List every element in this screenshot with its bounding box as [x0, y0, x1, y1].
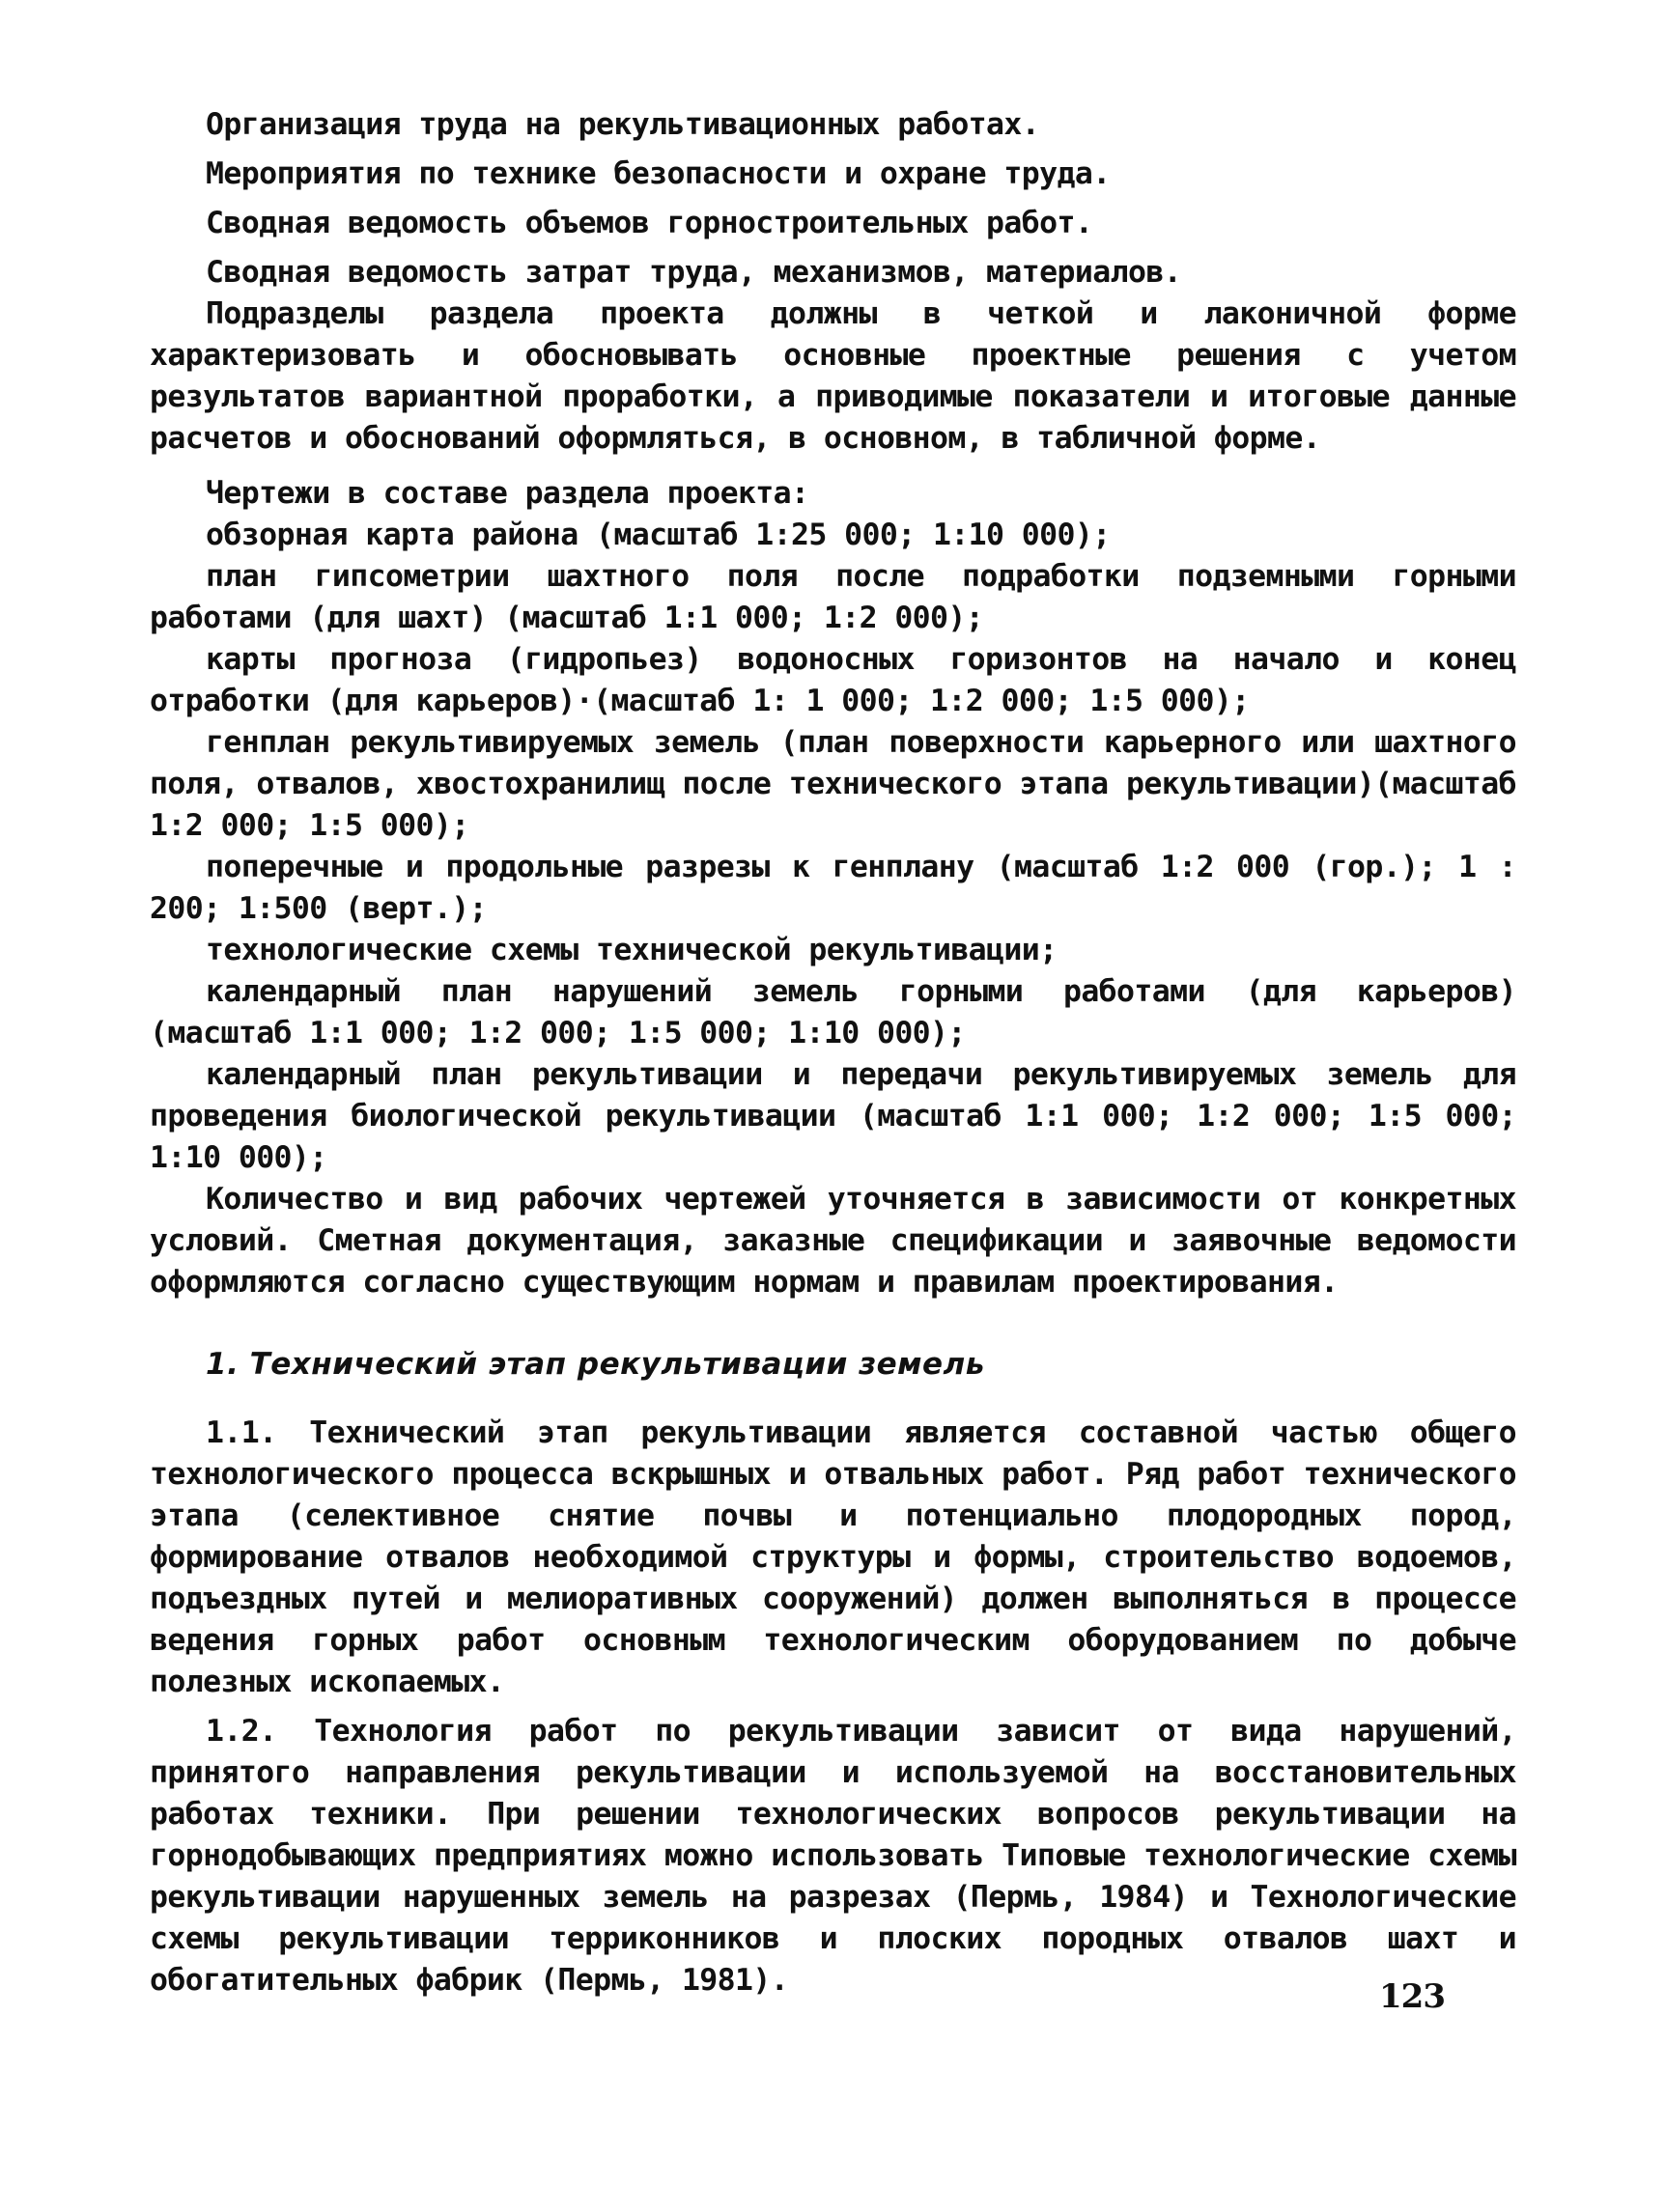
working-drawings-paragraph: Количество и вид рабочих чертежей уточняется в зависимости от конкретных условий. Сметная документация, заказные спецификации и заявочные ведомости оформляются согласно существующим нормам и правилам проектирования. — [150, 1182, 1516, 1300]
drawing-item-reclamation-schedule: календарный план рекультивации и передачи рекультивируемых земель для проведения биологической рекультивации (масштаб 1:1 000; 1:2 000; 1:5 000; 1:10 000); — [150, 1057, 1516, 1175]
subsections-paragraph: Подразделы раздела проекта должны в четкой и лаконичной форме характеризовать и обосновывать основные проектные решения с учетом результатов вариантной проработки, а приводимые показатели и итоговые данные расчетов и обоснований оформляться, в основном, в табличной форме. — [150, 296, 1516, 456]
intro-item-safety-measures: Мероприятия по технике безопасности и охране труда. — [206, 156, 1111, 191]
drawing-item-technological-schemes: технологические схемы технической рекультивации; — [206, 933, 1058, 967]
clause-1-2: 1.2. Технология работ по рекультивации зависит от вида нарушений, принятого направления рекультивации и используемой на восстановительных работах техники. При решении технологических вопросов рекультивации на горнодобывающих предприятиях можно использовать Типовые технологические схемы рекультивации нарушенных земель на разрезах (Пермь, 1984) и Технологические схемы рекультивации терриконников и плоских породных отвалов шахт и обогатительных фабрик (Пермь, 1981). — [150, 1714, 1516, 1998]
intro-item-cost-statement: Сводная ведомость затрат труда, механизмов, материалов. — [206, 255, 1182, 290]
intro-item-labor-organization: Организация труда на рекультивационных работах. — [206, 107, 1040, 142]
drawing-item-forecast-maps: карты прогноза (гидропьез) водоносных горизонтов на начало и конец отработки (для карьеров)·(масштаб 1: 1 000; 1:2 000; 1:5 000); — [150, 642, 1516, 718]
clause-1-1: 1.1. Технический этап рекультивации является составной частью общего технологического процесса вскрышных и отвальных работ. Ряд работ технического этапа (селективное снятие почвы и потенциально плодородных пород, формирование отвалов необходимой структуры и формы, строительство водоемов, подъездных путей и мелиоративных сооружений) должен выполняться в процессе ведения горных работ основным технологическим оборудованием по добыче полезных ископаемых. — [150, 1415, 1516, 1699]
drawing-item-master-plan: генплан рекультивируемых земель (план поверхности карьерного или шахтного поля, отвалов, хвостохранилищ после технического этапа рекультивации)(масштаб 1:2 000; 1:5 000); — [150, 725, 1516, 843]
drawing-item-overview-map: обзорная карта района (масштаб 1:25 000; 1:10 000); — [206, 518, 1111, 552]
body-text — [150, 104, 1516, 2002]
page-number: 123 — [1379, 1977, 1445, 2016]
drawing-item-sections: поперечные и продольные разрезы к генплану (масштаб 1:2 000 (гор.); 1 : 200; 1:500 (верт.); — [150, 850, 1516, 926]
drawing-item-disturbance-schedule: календарный план нарушений земель горными работами (для карьеров) (масштаб 1:1 000; 1:2 000; 1:5 000; 1:10 000); — [150, 974, 1516, 1050]
intro-item-volume-statement: Сводная ведомость объемов горностроительных работ. — [206, 206, 1093, 240]
section-heading: 1. Технический этап рекультивации земель — [206, 1347, 985, 1382]
drawings-intro: Чертежи в составе раздела проекта: — [206, 476, 809, 511]
drawing-item-hypsometry-plan: план гипсометрии шахтного поля после подработки подземными горными работами (для шахт) (масштаб 1:1 000; 1:2 000); — [150, 559, 1516, 635]
